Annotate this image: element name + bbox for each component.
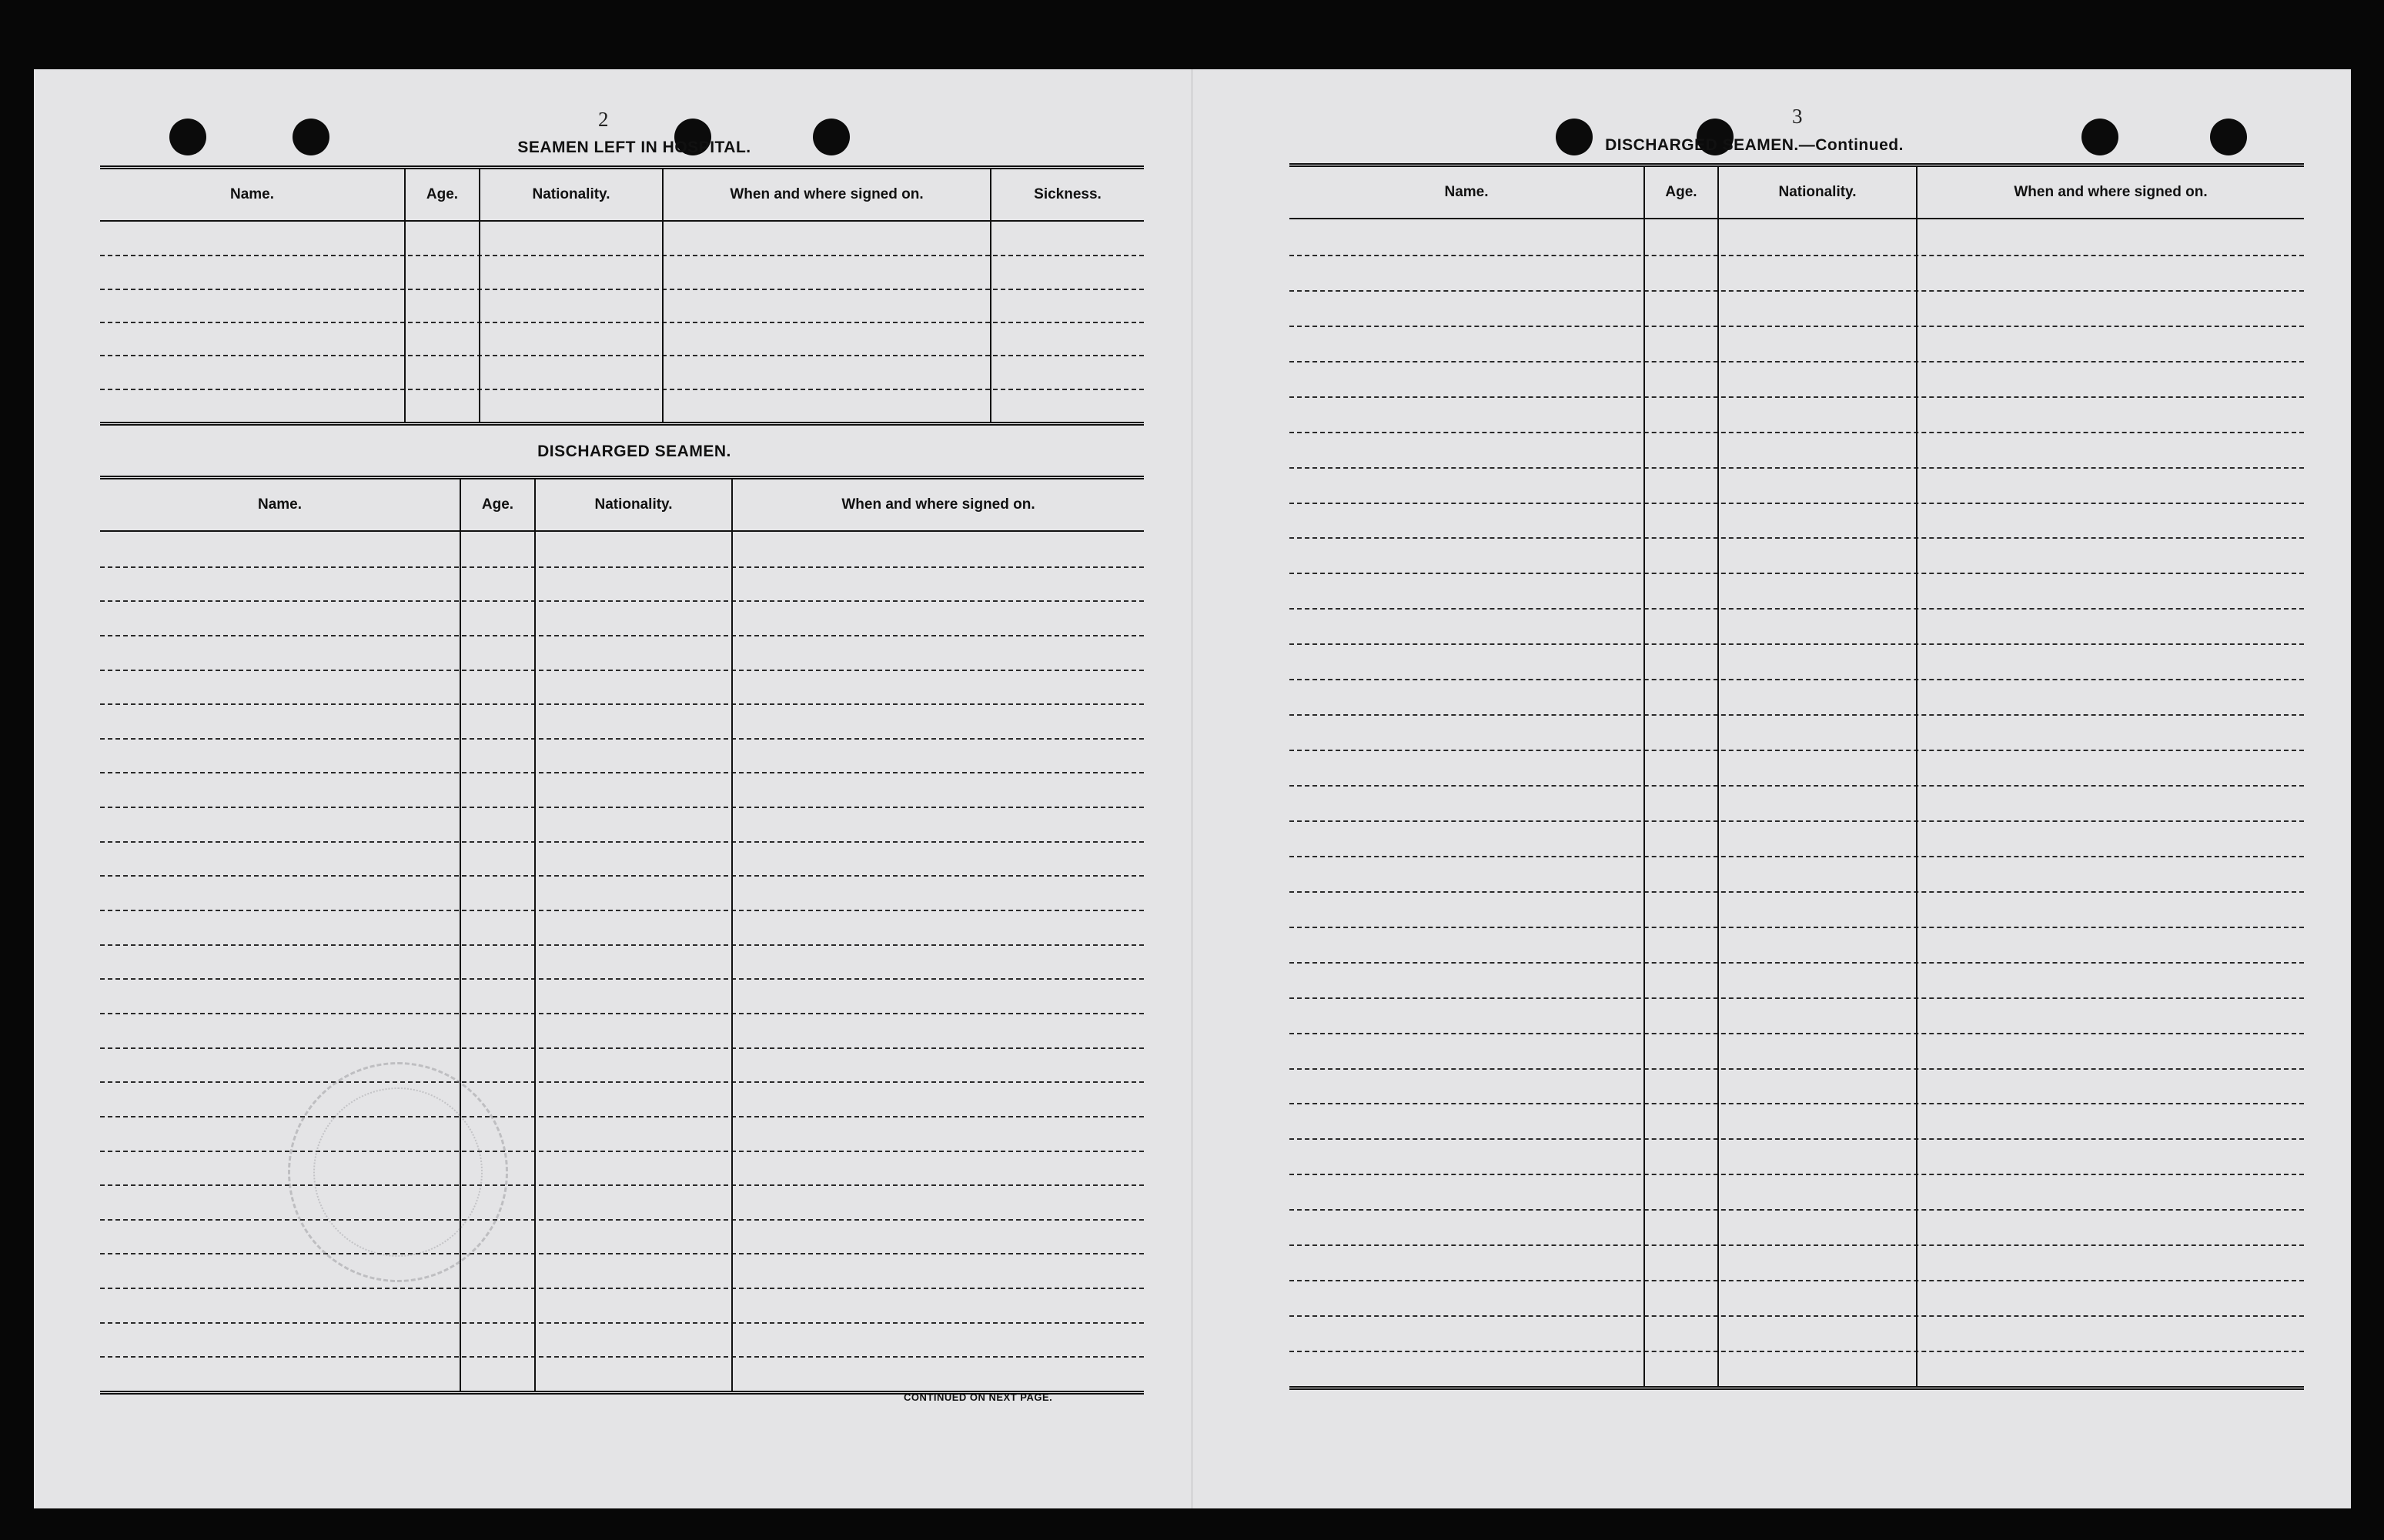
table-row-rule [1289,255,2304,256]
table-row-rule [1289,1209,2304,1211]
table-row-rule [100,875,1144,877]
table-row-rule [1289,643,2304,645]
discharged-table-body [100,532,1144,1391]
punch-hole [2210,119,2247,155]
document-sheet [34,69,2351,1508]
table-row-rule [1289,573,2304,574]
table-row-rule [100,738,1144,740]
table-row-rule [1289,467,2304,469]
table-row-rule [1289,361,2304,362]
hospital-table [100,165,1144,426]
table-row-rule [1289,1138,2304,1140]
hospital-table-body [100,222,1144,422]
discharged-table-left [100,476,1144,1395]
hospital-table-header [100,169,1144,222]
table-row-rule [1289,432,2304,433]
column-header-nationality: Nationality. [480,169,664,220]
column-header-name: Name. [100,479,461,530]
table-row-rule [1289,714,2304,716]
table-row-rule [100,1116,1144,1117]
left-page [34,69,1192,1508]
table-row-rule [100,1288,1144,1289]
table-row-rule [100,1253,1144,1254]
table-row-rule [100,807,1144,808]
continued-note: CONTINUED ON NEXT PAGE. [904,1391,1053,1403]
page-number: 3 [1792,105,1803,128]
table-row-rule [1289,891,2304,893]
table-row-rule [100,389,1144,390]
table-row-rule [1289,1068,2304,1070]
column-divider [662,222,664,422]
table-row-rule [1289,396,2304,398]
table-row-rule [1289,1280,2304,1281]
punch-hole [169,119,206,155]
table-row-rule [100,670,1144,671]
table-row-rule [100,1322,1144,1324]
punch-hole [2081,119,2118,155]
table-row-rule [100,1356,1144,1358]
table-row-rule [1289,785,2304,787]
table-row-rule [100,322,1144,323]
column-header-sickness: Sickness. [1034,186,1102,202]
punch-hole [293,119,329,155]
table-row-rule [100,1013,1144,1014]
table-row-rule [100,703,1144,705]
table-row-rule [100,910,1144,911]
table-row-rule [1289,290,2304,292]
table-row-rule [1289,1351,2304,1352]
right-page [1192,69,2351,1508]
column-header-when-where: When and where signed on. [664,169,991,220]
column-divider [1717,219,1719,1386]
table-row-rule [1289,1315,2304,1317]
table-row-rule [100,255,1144,256]
table-row-rule [1289,608,2304,610]
column-divider [990,222,991,422]
table-row-rule [1289,537,2304,539]
discharged-table-right [1289,163,2304,1390]
page-number: 2 [598,108,609,131]
table-row-rule [1289,927,2304,928]
discharged-section-title: DISCHARGED SEAMEN. [537,443,731,460]
table-row-rule [100,841,1144,843]
table-row-rule [1289,1103,2304,1104]
column-divider [731,532,733,1391]
table-row-rule [1289,326,2304,327]
table-row-rule [1289,1244,2304,1246]
column-header-age: Age. [406,169,480,220]
table-row-rule [100,978,1144,980]
table-row-rule [100,289,1144,290]
table-row-rule [1289,750,2304,751]
table-row-rule [100,1219,1144,1221]
column-header-age: Age. [1645,167,1719,218]
table-row-rule [1289,856,2304,857]
table-row-rule [1289,997,2304,999]
table-row-rule [100,635,1144,636]
table-row-rule [100,566,1144,568]
column-divider [1643,219,1645,1386]
table-row-rule [1289,1033,2304,1034]
column-header-when-where: When and where signed on. [2014,184,2208,200]
table-row-rule [100,355,1144,356]
column-divider [479,222,480,422]
table-row-rule [1289,503,2304,504]
column-header-nationality: Nationality. [536,479,733,530]
column-divider [404,222,406,422]
column-divider [1916,219,1918,1386]
table-row-rule [100,944,1144,946]
column-header-name: Name. [1289,167,1645,218]
table-row-rule [100,600,1144,602]
discharged-continued-title: DISCHARGED SEAMEN.—Continued. [1605,136,1904,154]
column-header-when-where: When and where signed on. [841,496,1035,513]
table-row-rule [1289,1174,2304,1175]
column-divider [534,532,536,1391]
table-row-rule [100,1184,1144,1186]
hospital-section-title: SEAMEN LEFT IN HOSPITAL. [517,139,751,156]
faded-stamp [288,1062,508,1282]
discharged-table-body [1289,219,2304,1386]
table-row-rule [1289,820,2304,822]
table-row-rule [100,772,1144,773]
column-header-nationality: Nationality. [1719,167,1918,218]
column-header-age: Age. [461,479,536,530]
table-row-rule [100,1151,1144,1152]
table-row-rule [1289,962,2304,964]
discharged-table-header [100,479,1144,532]
discharged-table-header [1289,167,2304,219]
table-row-rule [1289,679,2304,680]
table-row-rule [100,1047,1144,1049]
column-header-name: Name. [100,169,406,220]
table-row-rule [100,1081,1144,1083]
